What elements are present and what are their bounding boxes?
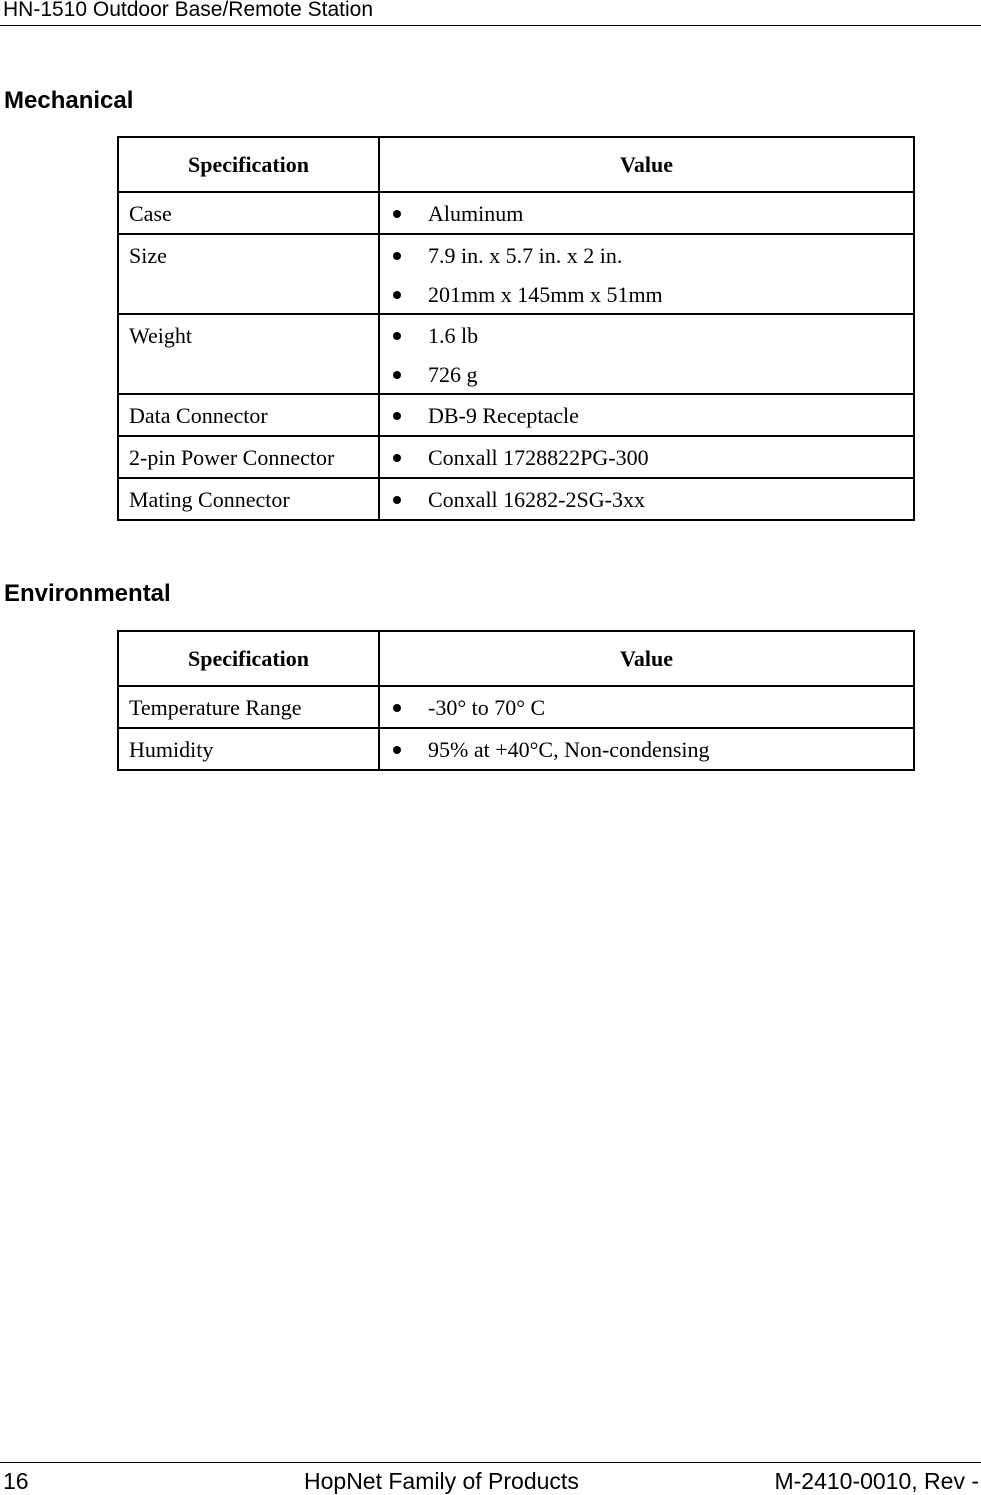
spec-name-cell: 2-pin Power Connector bbox=[118, 436, 379, 478]
spec-name-cell: Humidity bbox=[118, 728, 379, 770]
table-row bbox=[118, 234, 914, 314]
value-list-item bbox=[380, 282, 913, 307]
column-header-value: Value bbox=[379, 137, 914, 192]
table-row bbox=[118, 478, 914, 520]
table-row bbox=[118, 192, 914, 234]
table-row bbox=[118, 314, 914, 394]
value-text: 95% at +40°C, Non-condensing bbox=[428, 737, 710, 762]
column-header-specification: Specification bbox=[118, 137, 379, 192]
table-header-row bbox=[118, 137, 914, 192]
table-row bbox=[118, 394, 914, 436]
value-list-item bbox=[380, 487, 913, 512]
spec-name-cell: Size bbox=[118, 234, 379, 314]
value-list-item bbox=[380, 403, 913, 428]
value-text: DB-9 Receptacle bbox=[428, 403, 579, 428]
spec-name-cell: Weight bbox=[118, 314, 379, 394]
table-row bbox=[118, 728, 914, 770]
spec-value-cell bbox=[379, 728, 914, 770]
page-number: 16 bbox=[3, 1468, 29, 1494]
bullet-icon bbox=[393, 746, 401, 754]
spec-name-cell: Temperature Range bbox=[118, 686, 379, 728]
value-text: 7.9 in. x 5.7 in. x 2 in. bbox=[428, 243, 623, 268]
spec-value-cell bbox=[379, 394, 914, 436]
bullet-icon bbox=[393, 412, 401, 420]
bullet-icon bbox=[393, 496, 401, 504]
mechanical-spec-table bbox=[117, 136, 915, 521]
table-header-row bbox=[118, 631, 914, 686]
spec-name-cell: Data Connector bbox=[118, 394, 379, 436]
spec-value-cell bbox=[379, 234, 914, 314]
value-list-item bbox=[380, 243, 913, 268]
spec-name-cell: Mating Connector bbox=[118, 478, 379, 520]
spec-value-cell bbox=[379, 686, 914, 728]
value-text: 1.6 lb bbox=[428, 323, 479, 348]
value-text: -30° to 70° C bbox=[428, 695, 546, 720]
bullet-icon bbox=[393, 371, 401, 379]
table-row bbox=[118, 686, 914, 728]
environmental-heading: Environmental bbox=[4, 580, 171, 607]
value-text: Conxall 1728822PG-300 bbox=[428, 445, 649, 470]
value-list-item bbox=[380, 737, 913, 762]
spec-value-cell bbox=[379, 436, 914, 478]
value-list-item bbox=[380, 362, 913, 387]
bullet-icon bbox=[393, 454, 401, 462]
bullet-icon bbox=[393, 291, 401, 299]
spec-name-cell: Case bbox=[118, 192, 379, 234]
document-title: HN-1510 Outdoor Base/Remote Station bbox=[3, 0, 374, 21]
value-list-item bbox=[380, 445, 913, 470]
page-header bbox=[0, 0, 981, 26]
value-text: Aluminum bbox=[428, 201, 524, 226]
value-list-item bbox=[380, 201, 913, 226]
mechanical-heading: Mechanical bbox=[4, 87, 134, 114]
environmental-spec-table bbox=[117, 630, 915, 771]
bullet-icon bbox=[393, 252, 401, 260]
spec-value-cell bbox=[379, 478, 914, 520]
page-footer bbox=[0, 1462, 981, 1494]
bullet-icon bbox=[393, 210, 401, 218]
value-text: Conxall 16282-2SG-3xx bbox=[428, 487, 645, 512]
value-text: 201mm x 145mm x 51mm bbox=[428, 282, 663, 307]
value-text: 726 g bbox=[428, 362, 478, 387]
bullet-icon bbox=[393, 704, 401, 712]
document-number: M-2410-0010, Rev - bbox=[774, 1468, 979, 1494]
bullet-icon bbox=[393, 332, 401, 340]
column-header-value: Value bbox=[379, 631, 914, 686]
spec-value-cell bbox=[379, 314, 914, 394]
value-list-item bbox=[380, 695, 913, 720]
product-family: HopNet Family of Products bbox=[304, 1468, 579, 1494]
table-row bbox=[118, 436, 914, 478]
value-list-item bbox=[380, 323, 913, 348]
column-header-specification: Specification bbox=[118, 631, 379, 686]
spec-value-cell bbox=[379, 192, 914, 234]
